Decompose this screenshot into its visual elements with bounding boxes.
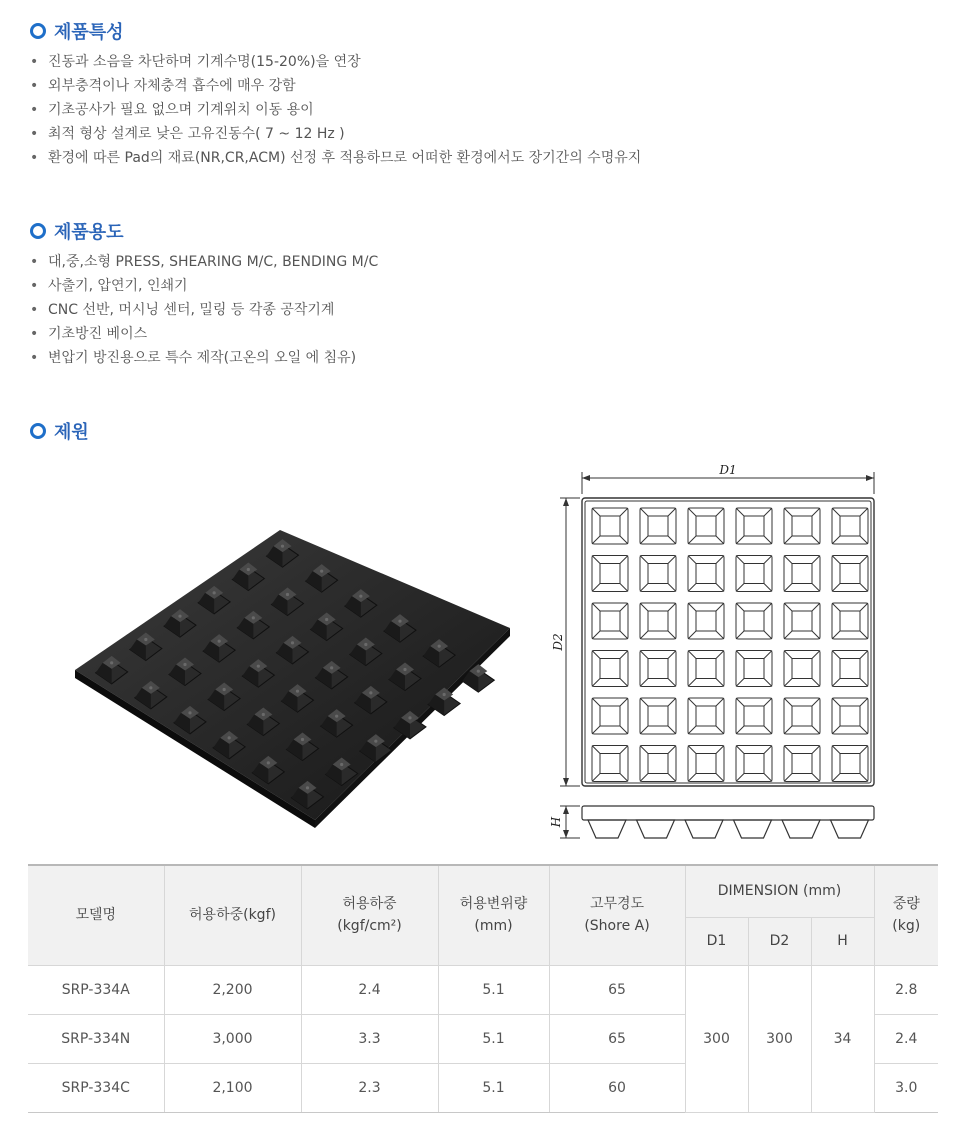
specs-title-text: 제원 [54,422,89,443]
header-hardness-line2: (Shore A) [584,918,650,935]
cell-h: 34 [811,965,874,1112]
plan-cell [736,698,772,734]
features-list [30,50,641,170]
plan-cell [592,698,628,734]
cell-pressure: 2.3 [301,1063,438,1112]
arrow-icon [563,830,569,838]
plan-cell [832,556,868,592]
plan-cell [736,603,772,639]
cell-pressure: 2.4 [301,965,438,1014]
specs-title [30,418,89,444]
list-item: • 환경에 따른 Pad의 재료(NR,CR,ACM) 선정 후 적용하므로 어떠한 환경에서도 장기간의 수명유지 [30,146,641,170]
d1-label: D1 [719,463,737,477]
plan-cell [736,556,772,592]
plan-cell [736,746,772,782]
plan-cell [640,556,676,592]
circle-bullet-icon [30,23,46,39]
plan-cell [736,651,772,687]
list-item: • 기초방진 베이스 [30,322,378,346]
header-load: 허용하중(kgf) [164,865,301,965]
header-weight-line1: 중량 [892,896,920,913]
cell-weight: 2.4 [874,1014,938,1063]
list-item: • 진동과 소음을 차단하며 기계수명(15-20%)을 연장 [30,50,641,74]
cell-model: SRP-334A [28,965,164,1014]
plan-cell [784,651,820,687]
header-hardness-line1: 고무경도 [589,896,645,913]
plan-cell [832,603,868,639]
cell-load: 2,200 [164,965,301,1014]
arrow-icon [563,806,569,814]
d2-label: D2 [551,633,565,651]
list-item: • CNC 선반, 머시닝 센터, 밀링 등 각종 공작기계 [30,298,378,322]
cell-model: SRP-334N [28,1014,164,1063]
plan-cell [832,746,868,782]
circle-bullet-icon [30,423,46,439]
side-feet [588,820,869,838]
plan-cell [592,603,628,639]
plan-cell [832,698,868,734]
usage-title [30,218,124,244]
side-foot [734,820,772,838]
side-foot [782,820,820,838]
header-pressure [301,865,438,965]
header-weight [874,865,938,965]
plan-cell [640,651,676,687]
cell-weight: 3.0 [874,1063,938,1112]
plan-cells [592,508,868,782]
technical-drawing [548,462,888,842]
plan-cell [688,746,724,782]
cell-deflection: 5.1 [438,1014,549,1063]
header-h: H [811,917,874,965]
pad-top-surface [75,530,510,820]
usage-title-text: 제품용도 [54,222,124,243]
circle-bullet-icon [30,223,46,239]
cell-load: 3,000 [164,1014,301,1063]
cell-d1: 300 [685,965,748,1112]
plan-cell [688,508,724,544]
arrow-icon [563,498,569,506]
plan-cell [640,603,676,639]
cell-deflection: 5.1 [438,965,549,1014]
header-pressure-line2: (kgf/cm²) [337,918,402,935]
header-hardness [549,865,685,965]
plan-cell [688,651,724,687]
list-item: • 기초공사가 필요 없으며 기계위치 이동 용이 [30,98,641,122]
side-foot [588,820,626,838]
cell-d2: 300 [748,965,811,1112]
spec-table [28,864,938,1113]
plan-cell [640,698,676,734]
cell-hardness: 65 [549,965,685,1014]
table-row [28,965,938,1014]
side-foot [685,820,723,838]
plan-cell [832,651,868,687]
plan-cell [784,603,820,639]
cell-pressure: 3.3 [301,1014,438,1063]
cell-hardness: 65 [549,1014,685,1063]
usage-list [30,250,378,370]
list-item: • 사출기, 압연기, 인쇄기 [30,274,378,298]
plan-cell [592,556,628,592]
arrow-icon [866,475,874,481]
list-item: • 대,중,소형 PRESS, SHEARING M/C, BENDING M/C [30,250,378,274]
header-deflection-line2: (mm) [474,918,513,935]
cell-deflection: 5.1 [438,1063,549,1112]
arrow-icon [582,475,590,481]
list-item: • 변압기 방진용으로 특수 제작(고온의 오일 에 침유) [30,346,378,370]
plan-cell [784,698,820,734]
plan-cell [688,698,724,734]
header-deflection-line1: 허용변위량 [459,896,528,913]
header-pressure-line1: 허용하중 [342,896,397,913]
plan-cell [592,651,628,687]
features-title [30,18,124,44]
header-deflection [438,865,549,965]
plan-cell [784,556,820,592]
header-model: 모델명 [28,865,164,965]
plan-cell [592,746,628,782]
side-foot [831,820,869,838]
header-weight-line2: (kg) [892,918,921,935]
plan-cell [784,746,820,782]
cell-hardness: 60 [549,1063,685,1112]
plan-cell [832,508,868,544]
cell-weight: 2.8 [874,965,938,1014]
plan-cell [784,508,820,544]
plan-cell [640,746,676,782]
list-item: • 최적 형상 설계로 낮은 고유진동수( 7 ~ 12 Hz ) [30,122,641,146]
h-label: H [549,816,563,828]
plan-cell [592,508,628,544]
side-foot [637,820,675,838]
features-title-text: 제품특성 [54,22,124,43]
pad-side-base [582,806,874,820]
header-d2: D2 [748,917,811,965]
arrow-icon [563,778,569,786]
header-d1: D1 [685,917,748,965]
plan-cell [688,603,724,639]
header-dimension: DIMENSION (mm) [685,865,874,917]
cell-model: SRP-334C [28,1063,164,1112]
list-item: • 외부충격이나 자체충격 흡수에 매우 강함 [30,74,641,98]
product-photo [70,528,520,828]
plan-cell [688,556,724,592]
plan-cell [736,508,772,544]
plan-cell [640,508,676,544]
cell-load: 2,100 [164,1063,301,1112]
